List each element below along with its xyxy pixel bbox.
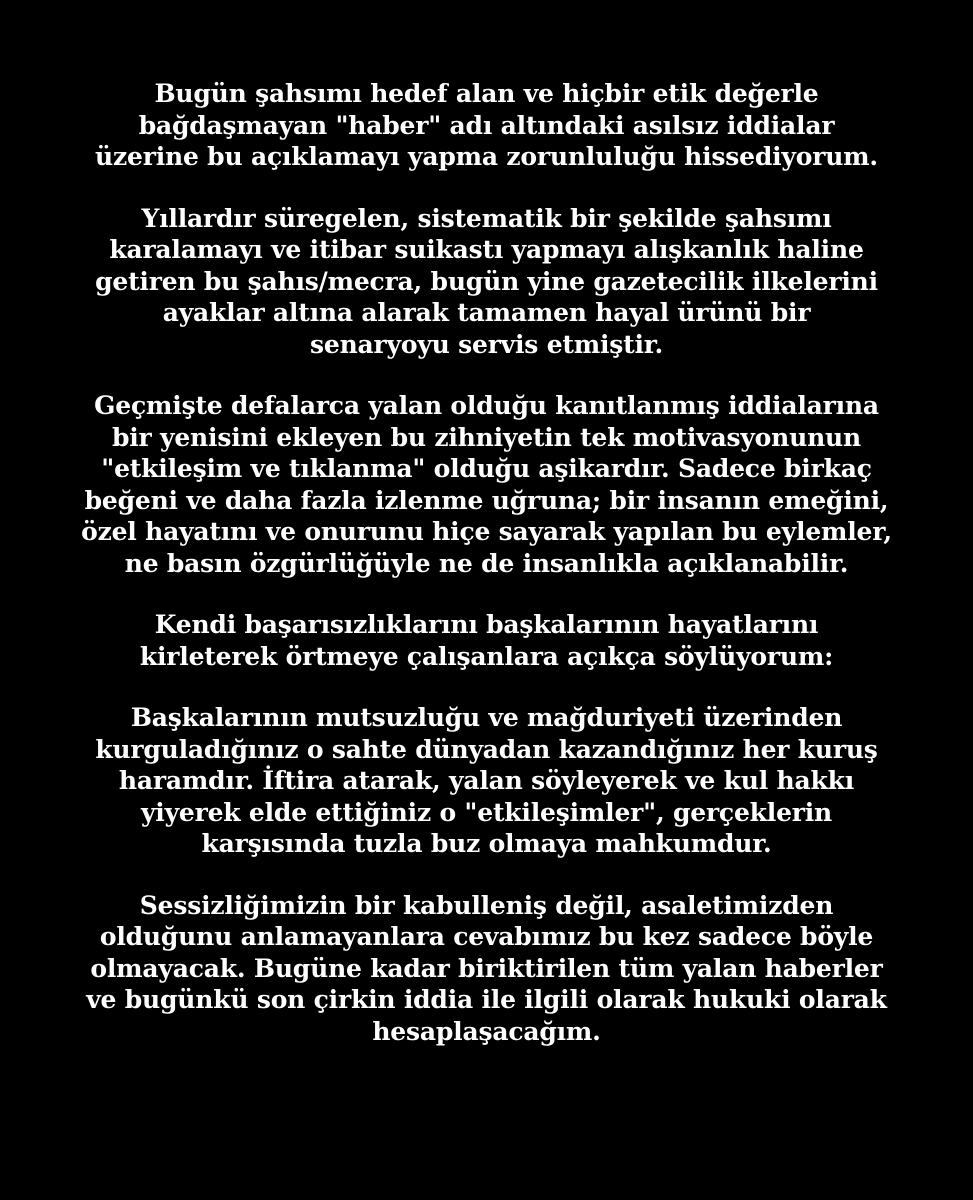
text-line: karalamayı ve itibar suikastı yapmayı alışkanlık haline	[109, 235, 864, 264]
paragraph-3	[40, 390, 933, 579]
paragraph-1	[40, 78, 933, 173]
text-line: bağdaşmayan "haber" adı altındaki asılsız iddialar	[138, 110, 835, 140]
text-line: Geçmişte defalarca yalan olduğu kanıtlanmış iddialarına	[94, 391, 879, 420]
text-line: Yıllardır süregelen, sistematik bir şekilde şahsımı	[141, 203, 832, 233]
text-line: ayaklar altına alarak tamamen hayal ürünü bir	[162, 298, 811, 327]
text-line: üzerine bu açıklamayı yapma zorunluluğu hissediyorum.	[95, 142, 878, 171]
paragraph-5	[40, 702, 933, 860]
text-line: Başkalarının mutsuzluğu ve mağduriyeti üzerinden	[130, 703, 843, 732]
paragraph-4	[40, 609, 933, 672]
text-line: karşısında tuzla buz olmaya mahkumdur.	[201, 829, 772, 858]
text-line: kirleterek örtmeye çalışanlara açıkça söylüyorum:	[139, 641, 834, 671]
text-line: hesaplaşacağım.	[372, 1016, 601, 1046]
text-line: bir yenisini ekleyen bu zihniyetin tek motivasyonunun	[111, 422, 862, 452]
text-line: olduğunu anlamayanlara cevabımız bu kez sadece böyle	[99, 922, 874, 951]
paragraph-6	[40, 890, 933, 1048]
text-line: Bugün şahsımı hedef alan ve hiçbir etik değerle	[154, 79, 819, 108]
paragraph-2	[40, 203, 933, 361]
text-line: Sessizliğimizin bir kabulleniş değil, asaletimizden	[139, 890, 834, 920]
text-line: özel hayatını ve onurunu hiçe sayarak yapılan bu eylemler,	[81, 517, 892, 546]
text-line: senaryoyu servis etmiştir.	[310, 329, 663, 359]
statement-text	[40, 78, 933, 1077]
text-line: yiyerek elde ettiğiniz o "etkileşimler", gerçeklerin	[140, 797, 833, 827]
text-line: ne basın özgürlüğüyle ne de insanlıkla açıklanabilir.	[124, 548, 849, 578]
text-line: beğeni ve daha fazla izlenme uğruna; bir insanın emeğini,	[84, 485, 889, 515]
text-line: getiren bu şahıs/mecra, bugün yine gazetecilik ilkelerini	[95, 266, 878, 296]
text-line: kurguladığınız o sahte dünyadan kazandığınız her kuruş	[95, 734, 878, 764]
text-line: olmayacak. Bugüne kadar biriktirilen tüm yalan haberler	[90, 953, 883, 983]
text-line: haramdır. İftira atarak, yalan söyleyerek ve kul hakkı	[118, 766, 855, 795]
text-line: ve bugünkü son çirkin iddia ile ilgili olarak hukuki olarak	[86, 985, 887, 1014]
text-line: Kendi başarısızlıklarını başkalarının hayatlarını	[154, 610, 819, 639]
text-line: "etkileşim ve tıklanma" olduğu aşikardır. Sadece birkaç	[101, 454, 872, 483]
